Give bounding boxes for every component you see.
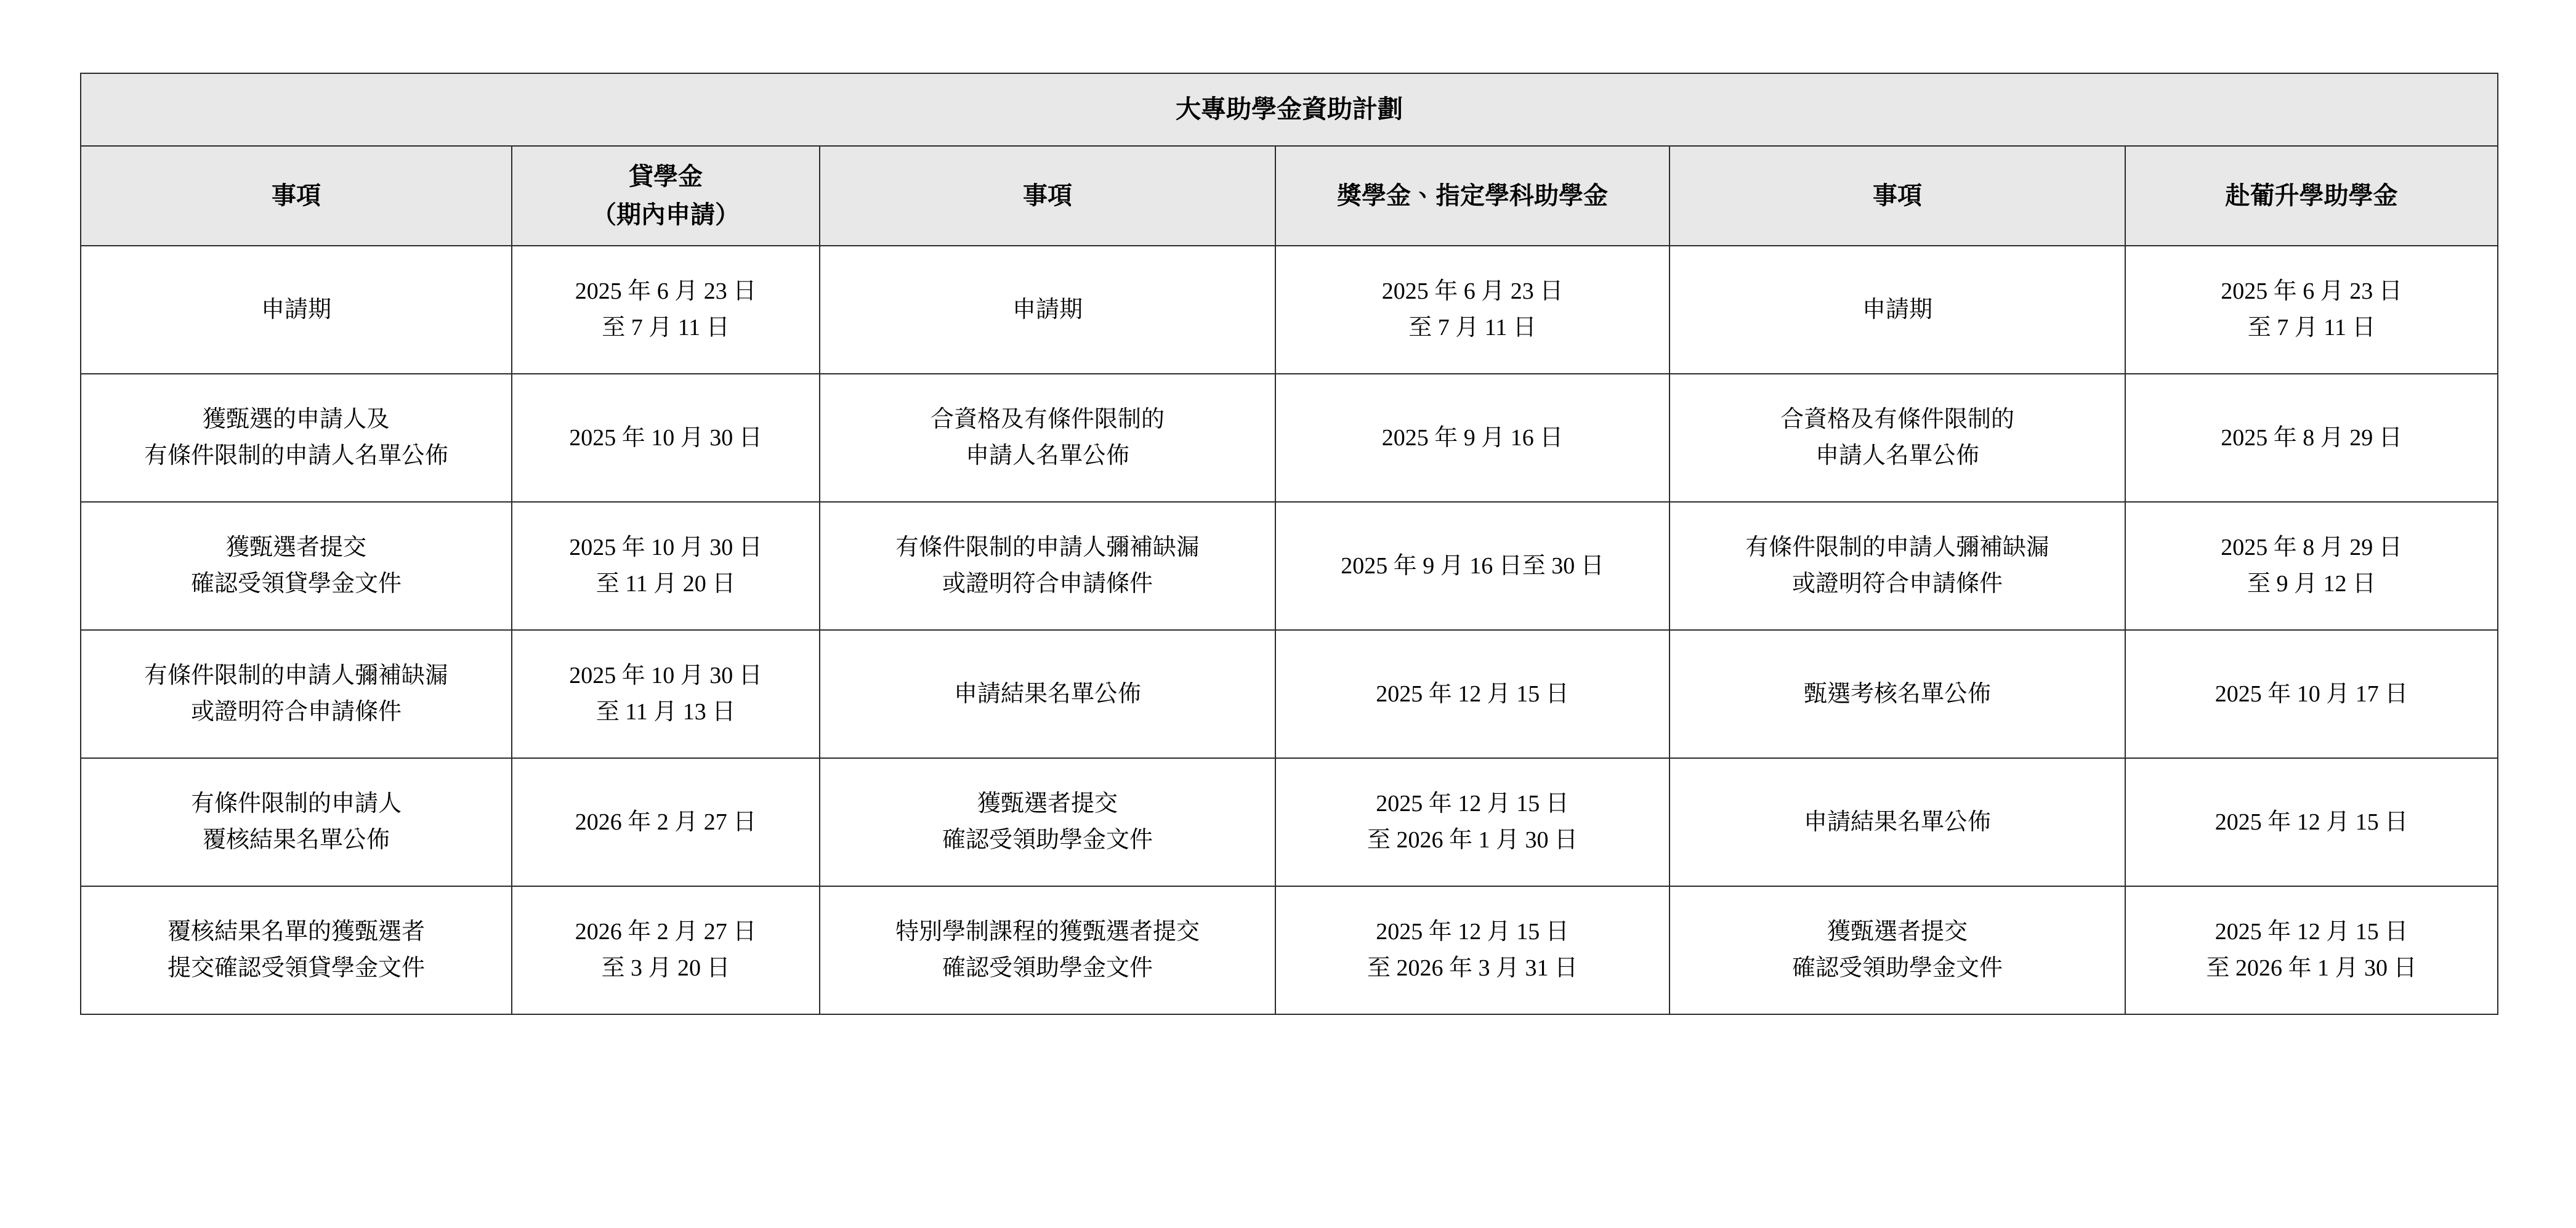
table-title-row <box>81 73 2498 146</box>
table-cell-c4 <box>1670 886 2125 1014</box>
header-cell-line: 事項 <box>1023 182 1072 209</box>
table-cell-c4 <box>1670 374 2125 502</box>
cell-line: 2026 年 2 月 27 日 <box>575 919 757 945</box>
cell-line: 2025 年 12 月 15 日 <box>1376 681 1569 707</box>
cell-line: 2025 年 12 月 15 日 <box>1376 919 1569 945</box>
table-cell-c1 <box>512 630 820 758</box>
table-cell-c0 <box>81 886 512 1014</box>
cell-line: 至 7 月 11 日 <box>1408 315 1536 341</box>
table-cell-c2 <box>820 630 1275 758</box>
table-cell-c1 <box>512 246 820 374</box>
table-cell-c4 <box>1670 502 2125 630</box>
table-cell-c1 <box>512 502 820 630</box>
cell-line: 提交確認受領貸學金文件 <box>167 955 425 981</box>
header-cell-line: 貸學金 <box>629 163 703 190</box>
cell-line: 2025 年 6 月 23 日 <box>2221 278 2402 305</box>
cell-line: 申請期 <box>260 296 331 323</box>
cell-line: 獲甄選者提交 <box>1827 919 1968 945</box>
table-cell-c2 <box>820 374 1275 502</box>
cell-line: 2025 年 10 月 30 日 <box>569 663 762 689</box>
cell-line: 申請期 <box>1012 296 1083 323</box>
table-cell-c0 <box>81 630 512 758</box>
cell-line: 有條件限制的申請人彌補缺漏 <box>895 535 1200 561</box>
table-cell-c3 <box>1275 502 1670 630</box>
cell-line: 合資格及有條件限制的 <box>1780 406 2014 433</box>
table-cell-c4 <box>1670 758 2125 886</box>
table-cell-c3 <box>1275 630 1670 758</box>
table-cell-c0 <box>81 374 512 502</box>
table-row <box>81 246 2498 374</box>
cell-line: 合資格及有條件限制的 <box>930 406 1165 433</box>
table-cell-c2 <box>820 502 1275 630</box>
table-cell-c4 <box>1670 246 2125 374</box>
cell-line: 2026 年 2 月 27 日 <box>575 809 757 835</box>
cell-line: 2025 年 12 月 15 日 <box>2215 919 2408 945</box>
cell-line: 獲甄選者提交 <box>225 535 366 561</box>
cell-line: 2025 年 8 月 29 日 <box>2221 424 2402 451</box>
cell-line: 覆核結果名單公佈 <box>202 827 390 853</box>
cell-line: 2025 年 12 月 15 日 <box>1376 791 1569 817</box>
cell-line: 至 11 月 20 日 <box>596 571 736 597</box>
header-cell-line: 獎學金、指定學科助學金 <box>1337 182 1608 209</box>
table-cell-c5 <box>2125 630 2498 758</box>
header-cell-line: 赴葡升學助學金 <box>2225 182 2398 209</box>
table-header-row <box>81 146 2498 246</box>
table-cell-c3 <box>1275 886 1670 1014</box>
cell-line: 有條件限制的申請人名單公佈 <box>143 443 448 469</box>
cell-line: 有條件限制的申請人 <box>190 791 402 817</box>
cell-line: 確認受領助學金文件 <box>1791 955 2003 981</box>
table-cell-c5 <box>2125 246 2498 374</box>
table-cell-c5 <box>2125 758 2498 886</box>
table-row <box>81 630 2498 758</box>
table-cell-c3 <box>1275 374 1670 502</box>
cell-line: 2025 年 10 月 17 日 <box>2215 681 2408 707</box>
header-item-3 <box>1670 146 2125 246</box>
table-cell-c1 <box>512 758 820 886</box>
cell-line: 至 3 月 20 日 <box>601 955 730 981</box>
schedule-table-container <box>80 73 2497 1015</box>
schedule-table <box>80 73 2498 1015</box>
table-cell-c3 <box>1275 246 1670 374</box>
document-title: 大專助學金資助計劃 <box>81 73 2498 146</box>
cell-line: 確認受領助學金文件 <box>942 955 1153 981</box>
cell-line: 2025 年 6 月 23 日 <box>575 278 757 305</box>
table-cell-c4 <box>1670 630 2125 758</box>
table-cell-c3 <box>1275 758 1670 886</box>
header-cell-line: （期內申請） <box>592 201 740 228</box>
cell-line: 至 2026 年 1 月 30 日 <box>1367 827 1578 853</box>
cell-line: 申請人名單公佈 <box>965 443 1129 469</box>
header-scholarship-subject-grant <box>1275 146 1670 246</box>
cell-line: 2025 年 9 月 16 日至 30 日 <box>1341 552 1604 579</box>
table-cell-c2 <box>820 886 1275 1014</box>
cell-line: 2025 年 9 月 16 日 <box>1381 424 1564 451</box>
cell-line: 或證明符合申請條件 <box>1791 571 2003 597</box>
cell-line: 至 2026 年 3 月 31 日 <box>1367 955 1578 981</box>
cell-line: 獲甄選的申請人及 <box>202 406 390 433</box>
table-row <box>81 758 2498 886</box>
cell-line: 2025 年 10 月 30 日 <box>569 424 762 451</box>
cell-line: 或證明符合申請條件 <box>942 571 1153 597</box>
table-cell-c0 <box>81 502 512 630</box>
cell-line: 特別學制課程的獲甄選者提交 <box>895 919 1200 945</box>
header-item-1 <box>81 146 512 246</box>
table-cell-c2 <box>820 758 1275 886</box>
cell-line: 獲甄選者提交 <box>977 791 1118 817</box>
cell-line: 至 2026 年 1 月 30 日 <box>2206 955 2417 981</box>
header-cell-line: 事項 <box>272 182 321 209</box>
cell-line: 2025 年 12 月 15 日 <box>2215 809 2408 835</box>
cell-line: 申請期 <box>1862 296 1932 323</box>
cell-line: 有條件限制的申請人彌補缺漏 <box>1745 535 2049 561</box>
cell-line: 申請結果名單公佈 <box>953 681 1141 707</box>
cell-line: 2025 年 10 月 30 日 <box>569 535 762 561</box>
table-cell-c5 <box>2125 502 2498 630</box>
cell-line: 或證明符合申請條件 <box>190 699 402 725</box>
header-portugal-study-grant <box>2125 146 2498 246</box>
table-cell-c2 <box>820 246 1275 374</box>
table-row <box>81 502 2498 630</box>
table-cell-c1 <box>512 374 820 502</box>
table-cell-c1 <box>512 886 820 1014</box>
cell-line: 甄選考核名單公佈 <box>1803 681 1991 707</box>
cell-line: 申請結果名單公佈 <box>1803 809 1991 835</box>
cell-line: 覆核結果名單的獲甄選者 <box>167 919 425 945</box>
cell-line: 確認受領貸學金文件 <box>190 571 402 597</box>
table-cell-c0 <box>81 246 512 374</box>
header-item-2 <box>820 146 1275 246</box>
header-cell-line: 事項 <box>1873 182 1922 209</box>
header-loan-scholarship <box>512 146 820 246</box>
table-row <box>81 374 2498 502</box>
table-cell-c5 <box>2125 374 2498 502</box>
cell-line: 2025 年 8 月 29 日 <box>2221 535 2402 561</box>
cell-line: 確認受領助學金文件 <box>942 827 1153 853</box>
cell-line: 至 7 月 11 日 <box>602 315 730 341</box>
cell-line: 至 11 月 13 日 <box>596 699 736 725</box>
table-cell-c0 <box>81 758 512 886</box>
cell-line: 有條件限制的申請人彌補缺漏 <box>143 663 448 689</box>
table-row <box>81 886 2498 1014</box>
cell-line: 至 9 月 12 日 <box>2247 571 2376 597</box>
cell-line: 申請人名單公佈 <box>1815 443 1979 469</box>
cell-line: 2025 年 6 月 23 日 <box>1381 278 1564 305</box>
cell-line: 至 7 月 11 日 <box>2247 315 2376 341</box>
table-cell-c5 <box>2125 886 2498 1014</box>
